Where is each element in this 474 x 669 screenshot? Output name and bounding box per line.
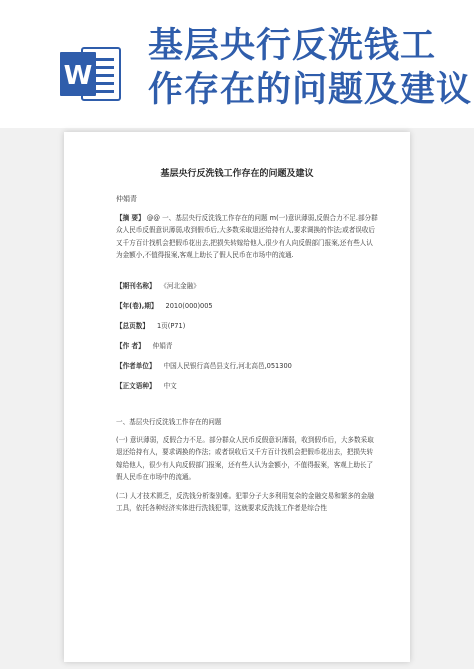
paragraph-1: (一) 意识薄弱，反假合力不足。部分群众人民币反假意识薄弱，收到假币后，大多数采取退还给持有人，要求调换的作法；或者误收后又千方百计找机会把假币花出去，把损失转嫁给他人，很少有人向反假部门报案，还有些人认为金额小，不值得报案，客观上助长了假人民币在市场中的流通。 — [116, 436, 374, 481]
meta-value: 1页(P71) — [156, 322, 186, 330]
meta-affiliation — [116, 360, 292, 370]
meta-label: 【正文语种】 — [116, 382, 156, 390]
author-line: 仲娟青 — [116, 195, 137, 203]
meta-value: 中国人民银行高邑县支行,河北高邑,051300 — [163, 362, 292, 370]
document-title: 基层央行反洗钱工作存在的问题及建议 — [160, 169, 314, 179]
meta-pages — [116, 320, 185, 330]
meta-label: 【总页数】 — [116, 322, 149, 330]
abstract-label: 【摘 要】 — [116, 214, 145, 222]
word-document-icon — [58, 44, 122, 104]
meta-value: 2010(000)005 — [165, 302, 213, 310]
word-icon-letter: W — [63, 61, 93, 91]
page-fade-overlay — [64, 560, 410, 662]
banner-title-line2: 作存在的问题及建议 — [148, 70, 473, 110]
meta-value: 仲娟青 — [152, 342, 173, 350]
section-heading: 一、基层央行反洗钱工作存在的问题 — [116, 418, 222, 426]
meta-label: 【年(卷),期】 — [116, 302, 158, 310]
meta-value: 中文 — [163, 382, 177, 390]
meta-label: 【期刊名称】 — [116, 282, 156, 290]
meta-value: 《河北金融》 — [163, 282, 200, 290]
abstract-text: @@ 一、基层央行反洗钱工作存在的问题 m(一)意识薄弱,反假合力不足.部分群众人民币反假意识薄弱,收到假币后,大多数采取退还给持有人,要求调换的作法;或者误收后又千方百计找机会把假币花出去,把损失转嫁给他人,很少有人向反假部门报案,还有些人认为金额小,不值得报案,客观上助长了假人民币在市场中的流通. — [116, 214, 378, 259]
meta-label: 【作者单位】 — [116, 362, 156, 370]
meta-label: 【作 者】 — [116, 342, 145, 350]
banner-title-line1: 基层央行反洗钱工 — [148, 26, 437, 66]
banner — [0, 0, 474, 128]
meta-volume — [116, 300, 213, 310]
meta-author — [116, 340, 172, 350]
abstract — [116, 212, 378, 261]
paragraph-2: (二) 人才技术匮乏，反洗钱分析鉴别难。犯罪分子大多利用复杂的金融交易和繁多的金融工具，依托各种经济实体进行洗钱犯罪，这就要求反洗钱工作者是综合性 — [116, 492, 374, 513]
meta-language — [116, 380, 177, 390]
meta-journal — [116, 280, 200, 290]
